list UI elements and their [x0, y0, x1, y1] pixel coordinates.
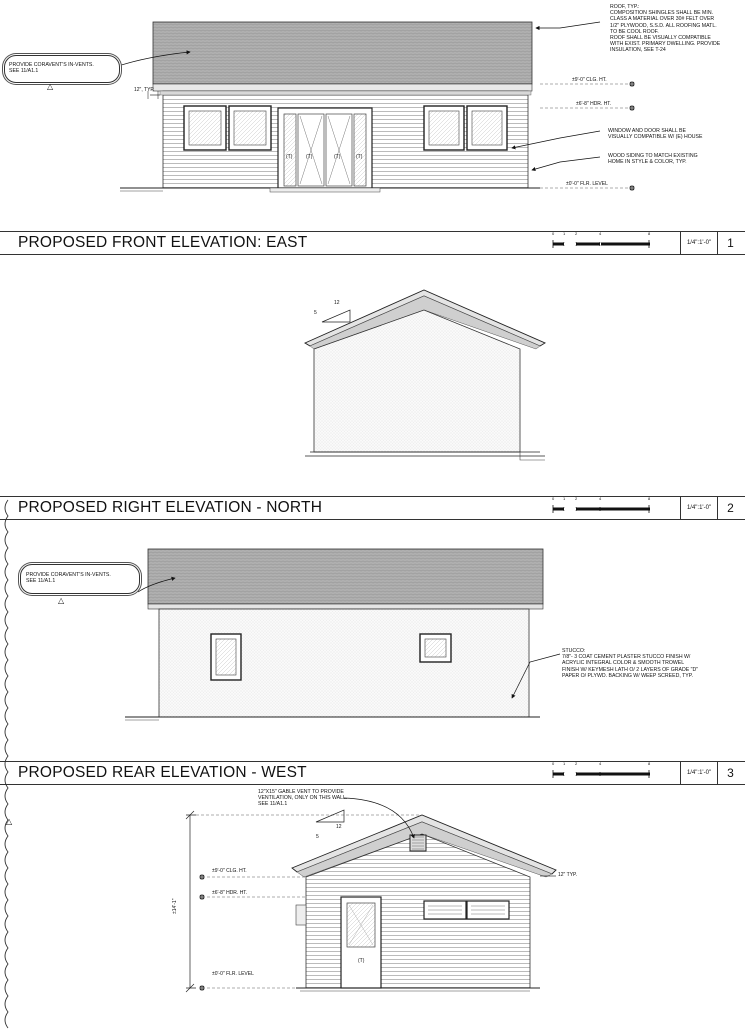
- sb2-n0: 0: [552, 496, 555, 501]
- front-detail-number: 1: [727, 236, 734, 250]
- front-roof: [153, 22, 532, 84]
- sb1-n0: 0: [552, 231, 555, 236]
- revision-triangle-front: △: [47, 82, 54, 91]
- front-vent-note: PROVIDE CORAVENT'S IN-VENTS. SEE 11/A1.1: [9, 62, 94, 75]
- front-title: PROPOSED FRONT ELEVATION: EAST: [18, 234, 308, 251]
- sb2-n4: 4: [599, 496, 602, 501]
- sb1-n1: 1: [563, 231, 566, 236]
- left-height-dimension: ±14'-1": [172, 898, 178, 914]
- right-elevation: [305, 290, 545, 460]
- rear-stucco-note: STUCCO: 7/8"- 3 COAT CEMENT PLASTER STUCCO FINISH W/ ACRYLIC INTEGRAL COLOR & SMOOTH TROWEL FINISH W/ KEYMESH LATH O/ 2 LAYERS OF GRADE "D" PAPER O/ PLYWD. BACKING W/ WEEP SCREED, TYP.: [562, 648, 699, 679]
- left-slope-rise: 5: [316, 834, 319, 840]
- left-slope-run: 12: [336, 824, 342, 830]
- sb2-n2: 2: [575, 496, 578, 501]
- front-clg-label: ±9'-0" CLG. HT.: [572, 77, 607, 83]
- scale-bar-3: [552, 761, 652, 785]
- front-scale: 1/4":1'-0": [680, 232, 718, 254]
- left-slope-symbol: [316, 810, 344, 822]
- left-flr-label: ±0'-0" FLR. LEVEL: [212, 971, 254, 977]
- front-siding-note: WOOD SIDING TO MATCH EXISTING HOME IN STYLE & COLOR, TYP.: [608, 153, 698, 166]
- rear-scale: 1/4":1'-0": [680, 762, 718, 784]
- right-detail-number: 2: [727, 501, 734, 515]
- gable-vent-note: 12"X15" GABLE VENT TO PROVIDE VENTILATION, ONLY ON THIS WALL. SEE 11/A1.1: [258, 789, 348, 808]
- tempered-mark-3: (T): [334, 154, 341, 160]
- front-roof-note: ROOF, TYP.: COMPOSITION SHINGLES SHALL BE MIN. CLASS A MATERIAL OVER 30# FELT OVER 1/2" PLYWOOD, S.S.D. ALL ROOFING MATL. TO BE COOL ROOF. ROOF SHALL BE VISUALLY COMPATIBLE WITH EXIST. PRIMARY DWELLING. PROVIDE INSULATION, SEE T-24: [610, 4, 721, 54]
- right-title: PROPOSED RIGHT ELEVATION - NORTH: [18, 499, 323, 516]
- sb3-n4: 4: [599, 761, 602, 766]
- front-overhang-label: 12", TYP.: [134, 87, 155, 93]
- rear-detail-number: 3: [727, 766, 734, 780]
- left-overhang-label: 12" TYP.: [558, 872, 578, 878]
- rear-elevation: [125, 549, 560, 720]
- title-bar-right: [0, 496, 745, 520]
- sb3-n0: 0: [552, 761, 555, 766]
- front-fascia: [153, 84, 532, 91]
- right-slope-symbol: [322, 310, 350, 322]
- sb3-n1: 1: [563, 761, 566, 766]
- sb1-n2: 2: [575, 231, 578, 236]
- title-bar-front: [0, 231, 745, 255]
- revision-triangle-left: △: [6, 817, 13, 826]
- rear-roof: [148, 549, 543, 604]
- title-bar-rear: [0, 761, 745, 785]
- sb1-n4: 4: [599, 231, 602, 236]
- right-scale: 1/4":1'-0": [680, 497, 718, 519]
- scale-bar-1: [552, 231, 652, 255]
- left-hdr-label: ±6'-8" HDR. HT.: [212, 890, 248, 896]
- sb3-n8: 8: [648, 761, 651, 766]
- sb3-n2: 2: [575, 761, 578, 766]
- front-flr-label: ±0'-0" FLR. LEVEL: [566, 181, 608, 187]
- tempered-mark-2: (T): [306, 154, 313, 160]
- left-door-tempered: (T): [358, 958, 365, 964]
- front-hdr-label: ±6'-8" HDR. HT.: [576, 101, 612, 107]
- scale-bar-2: [552, 496, 652, 520]
- sb2-n8: 8: [648, 496, 651, 501]
- rear-title: PROPOSED REAR ELEVATION - WEST: [18, 764, 307, 781]
- tempered-mark-1: (T): [286, 154, 293, 160]
- left-clg-label: ±9'-0" CLG. HT.: [212, 868, 247, 874]
- right-slope-run: 12: [334, 300, 340, 306]
- sb1-n8: 8: [648, 231, 651, 236]
- sb2-n1: 1: [563, 496, 566, 501]
- tempered-mark-4: (T): [356, 154, 363, 160]
- revision-triangle-rear: △: [58, 596, 65, 605]
- rear-vent-note: PROVIDE CORAVENT'S IN-VENTS. SEE 11/A1.1: [26, 572, 111, 585]
- front-window-note: WINDOW AND DOOR SHALL BE VISUALLY COMPATIBLE W/ (E) HOUSE: [608, 128, 703, 141]
- right-slope-rise: 5: [314, 310, 317, 316]
- front-elevation: [118, 22, 636, 192]
